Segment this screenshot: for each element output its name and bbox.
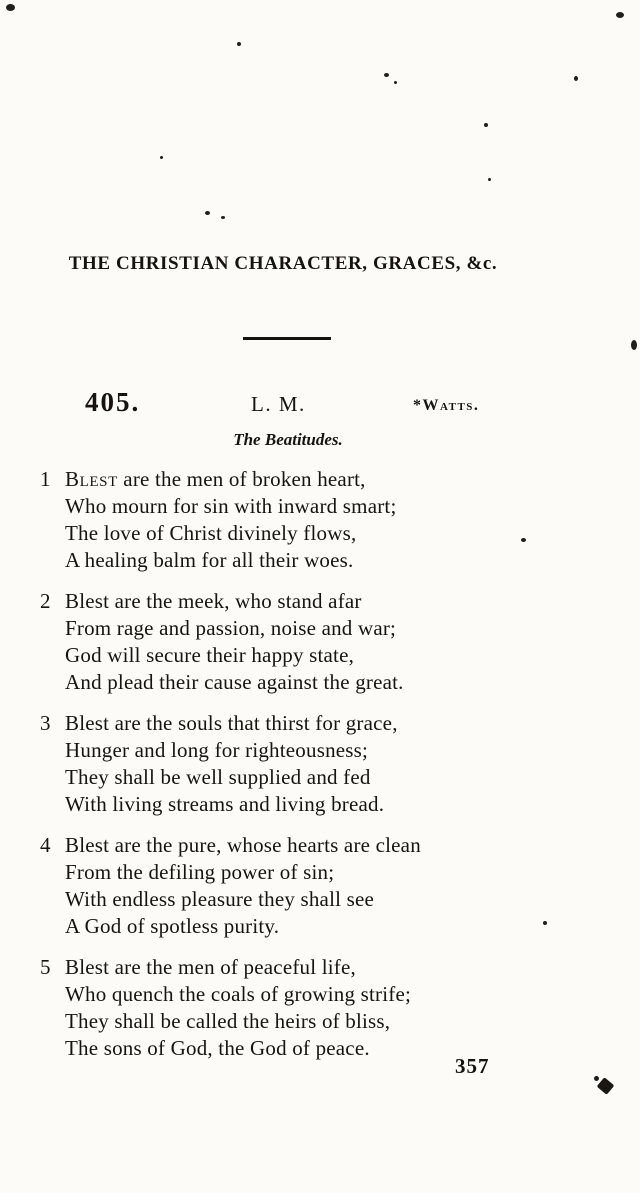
- hymn-line: They shall be well supplied and fed: [65, 765, 371, 789]
- hymn-title: The Beatitudes.: [233, 430, 343, 449]
- hymn-header: [0, 385, 640, 421]
- hymn-line: A God of spotless purity.: [65, 914, 280, 938]
- stanza-lines: [65, 466, 580, 574]
- stanza-lines: [65, 710, 580, 818]
- hymn-line: The sons of God, the God of peace.: [65, 1036, 370, 1060]
- scan-speck: [6, 4, 15, 11]
- stanza: [40, 954, 580, 1062]
- hymn-line: Blest are the pure, whose hearts are clean: [65, 833, 421, 857]
- scan-speck: [160, 156, 163, 159]
- stanza-number: 2: [40, 589, 51, 613]
- hymn-line: They shall be called the heirs of bliss,: [65, 1009, 391, 1033]
- scan-blob: [597, 1077, 615, 1095]
- hymn-meter: L. M.: [251, 392, 306, 416]
- stanza-lines: [65, 588, 580, 696]
- stanza: [40, 832, 580, 940]
- stanza: [40, 710, 580, 818]
- stanza-number: 4: [40, 833, 51, 857]
- scan-speck: [594, 1076, 599, 1081]
- hymn-line: From the defiling power of sin;: [65, 860, 335, 884]
- hymn-line: Who quench the coals of growing strife;: [65, 982, 412, 1006]
- page-number: 357: [455, 1054, 490, 1078]
- scan-speck: [574, 76, 578, 81]
- hymn-number: 405.: [85, 387, 141, 417]
- hymn-line: Hunger and long for righteousness;: [65, 738, 369, 762]
- hymn-line: From rage and passion, noise and war;: [65, 616, 397, 640]
- hymn-line: And plead their cause against the great.: [65, 670, 404, 694]
- running-head: THE CHRISTIAN CHARACTER, GRACES, &c.: [68, 253, 498, 274]
- scan-speck: [205, 211, 210, 215]
- scan-speck: [488, 178, 491, 181]
- hymn-line: Blest are the meek, who stand afar: [65, 589, 362, 613]
- scan-speck: [394, 81, 397, 84]
- hymn-line: Blest are the men of peaceful life,: [65, 955, 356, 979]
- scan-speck: [631, 340, 637, 350]
- hymn-line: The love of Christ divinely flows,: [65, 521, 357, 545]
- stanza-number: 1: [40, 467, 51, 491]
- hymn-line: With endless pleasure they shall see: [65, 887, 375, 911]
- hymn-line: With living streams and living bread.: [65, 792, 385, 816]
- stanza-lines: [65, 832, 580, 940]
- stanza-number: 5: [40, 955, 51, 979]
- scan-speck: [484, 123, 488, 127]
- lead-word: Blest: [65, 467, 118, 491]
- stanza: [40, 466, 580, 574]
- stanza: [40, 588, 580, 696]
- scan-speck: [616, 12, 624, 18]
- hymn-line: Blest are the souls that thirst for grace,: [65, 711, 398, 735]
- hymn-line: A healing balm for all their woes.: [65, 548, 354, 572]
- hymn-line: Who mourn for sin with inward smart;: [65, 494, 397, 518]
- hymn-line: Blest are the men of broken heart,: [65, 467, 366, 491]
- stanza-list: [40, 466, 580, 1076]
- scan-speck: [237, 42, 241, 46]
- stanza-number: 3: [40, 711, 51, 735]
- scan-speck: [384, 73, 389, 77]
- section-divider: [243, 337, 331, 340]
- scan-speck: [221, 216, 225, 219]
- stanza-lines: [65, 954, 580, 1062]
- hymn-line: God will secure their happy state,: [65, 643, 355, 667]
- hymn-author: *Watts.: [413, 397, 480, 414]
